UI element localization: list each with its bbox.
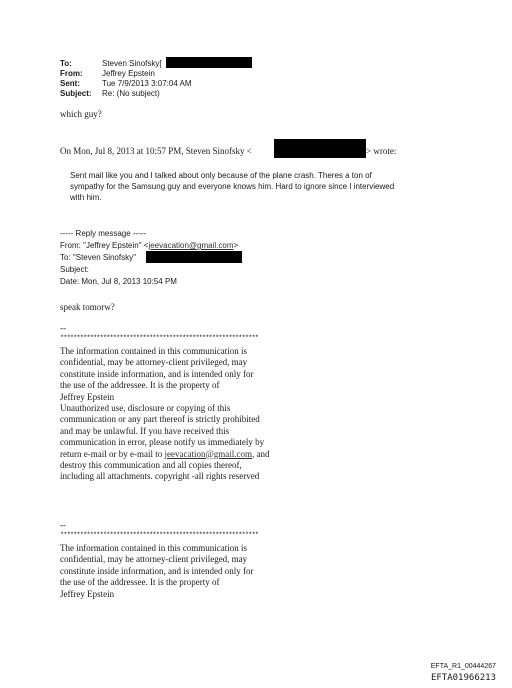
email-link[interactable]: jeevacation@gmail.com bbox=[164, 448, 252, 459]
redaction-bar bbox=[146, 251, 242, 263]
bates-number-secondary: EFTA01966213 bbox=[430, 673, 496, 683]
reply-text: which guy? bbox=[60, 109, 102, 119]
disclaimer-line: Jeffrey Epstein bbox=[60, 588, 115, 599]
disclaimer-email-suffix: , and bbox=[251, 448, 270, 459]
sent-label: Sent: bbox=[60, 79, 80, 88]
disclaimer-line: communication in error, please notify us immediately by bbox=[60, 437, 265, 448]
disclaimer-line: confidential, may be attorney-client privileged, may bbox=[60, 554, 248, 565]
rm-from-label: From: "Jeffrey Epstein" < bbox=[60, 241, 149, 250]
from-label: From: bbox=[60, 69, 83, 78]
disclaimer-line: destroy this communication and all copies thereof, bbox=[60, 459, 242, 470]
subject-value: Re: (No subject) bbox=[102, 89, 160, 98]
rm-to: To: "Steven Sinofsky" bbox=[60, 253, 136, 262]
reply-message-title: ----- Reply message ----- bbox=[60, 229, 147, 238]
disclaimer-line: including all attachments. copyright -all rights reserved bbox=[60, 471, 260, 482]
signature-dash: -- bbox=[60, 323, 66, 333]
rm-date: Date: Mon, Jul 8, 2013 10:54 PM bbox=[60, 277, 177, 286]
quote-intro-end: > wrote: bbox=[366, 146, 397, 156]
quoted-message bbox=[70, 170, 394, 203]
redaction-bar bbox=[274, 139, 366, 158]
rm-from bbox=[60, 241, 238, 250]
subject-label: Subject: bbox=[60, 89, 92, 98]
from-value: Jeffrey Epstein bbox=[102, 69, 155, 78]
disclaimer-line: The information contained in this communication is bbox=[60, 543, 247, 553]
disclaimer-line: Unauthorized use, disclosure or copying of this bbox=[60, 402, 231, 413]
sent-value: Tue 7/9/2013 3:07:04 AM bbox=[102, 79, 192, 88]
quoted-line: Sent mail like you and I talked about only because of the plane crash. Theres a ton of bbox=[70, 171, 372, 180]
signature-dash: -- bbox=[60, 520, 66, 530]
redaction-bar bbox=[166, 57, 252, 68]
disclaimer-email-prefix: return e-mail or by e-mail to bbox=[60, 448, 165, 459]
disclaimer-line: and may be unlawful. If you have received this bbox=[60, 425, 230, 436]
disclaimer-line: communication or any part thereof is strictly prohibited bbox=[60, 414, 260, 425]
disclaimer-line bbox=[60, 449, 269, 460]
disclaimer-line: Jeffrey Epstein bbox=[60, 391, 115, 402]
disclaimer-line: confidential, may be attorney-client privileged, may bbox=[60, 357, 248, 368]
disclaimer-line: constitute inside information, and is intended only for bbox=[60, 368, 254, 379]
disclaimer-paragraph bbox=[60, 543, 253, 600]
email-link[interactable]: jeevacation@gmail.com bbox=[148, 241, 234, 250]
to-value: Steven Sinofsky[ bbox=[102, 59, 162, 68]
rm-subject: Subject: bbox=[60, 265, 89, 274]
disclaimer-line: The information contained in this communication is bbox=[60, 346, 247, 356]
disclaimer-line: constitute inside information, and is intended only for bbox=[60, 565, 254, 576]
disclaimer-line: the use of the addressee. It is the property of bbox=[60, 577, 220, 588]
quoted-line: sympathy for the Samsung guy and everyone knows him. Hard to ignore since I interviewed bbox=[70, 182, 395, 191]
quote-intro: On Mon, Jul 8, 2013 at 10:57 PM, Steven Sinofsky < bbox=[60, 146, 252, 156]
rm-from-end: > bbox=[233, 241, 239, 250]
stars-separator: ************************************************************ bbox=[60, 532, 259, 540]
disclaimer-paragraph bbox=[60, 346, 269, 483]
to-label: To: bbox=[60, 59, 72, 68]
bates-number-primary: EFTA_R1_00444267 bbox=[430, 663, 496, 670]
disclaimer-line: the use of the addressee. It is the property of bbox=[60, 380, 220, 391]
stars-separator: ************************************************************ bbox=[60, 335, 259, 343]
speak-text: speak tomorw? bbox=[60, 302, 115, 312]
quoted-line: with him. bbox=[70, 193, 102, 202]
